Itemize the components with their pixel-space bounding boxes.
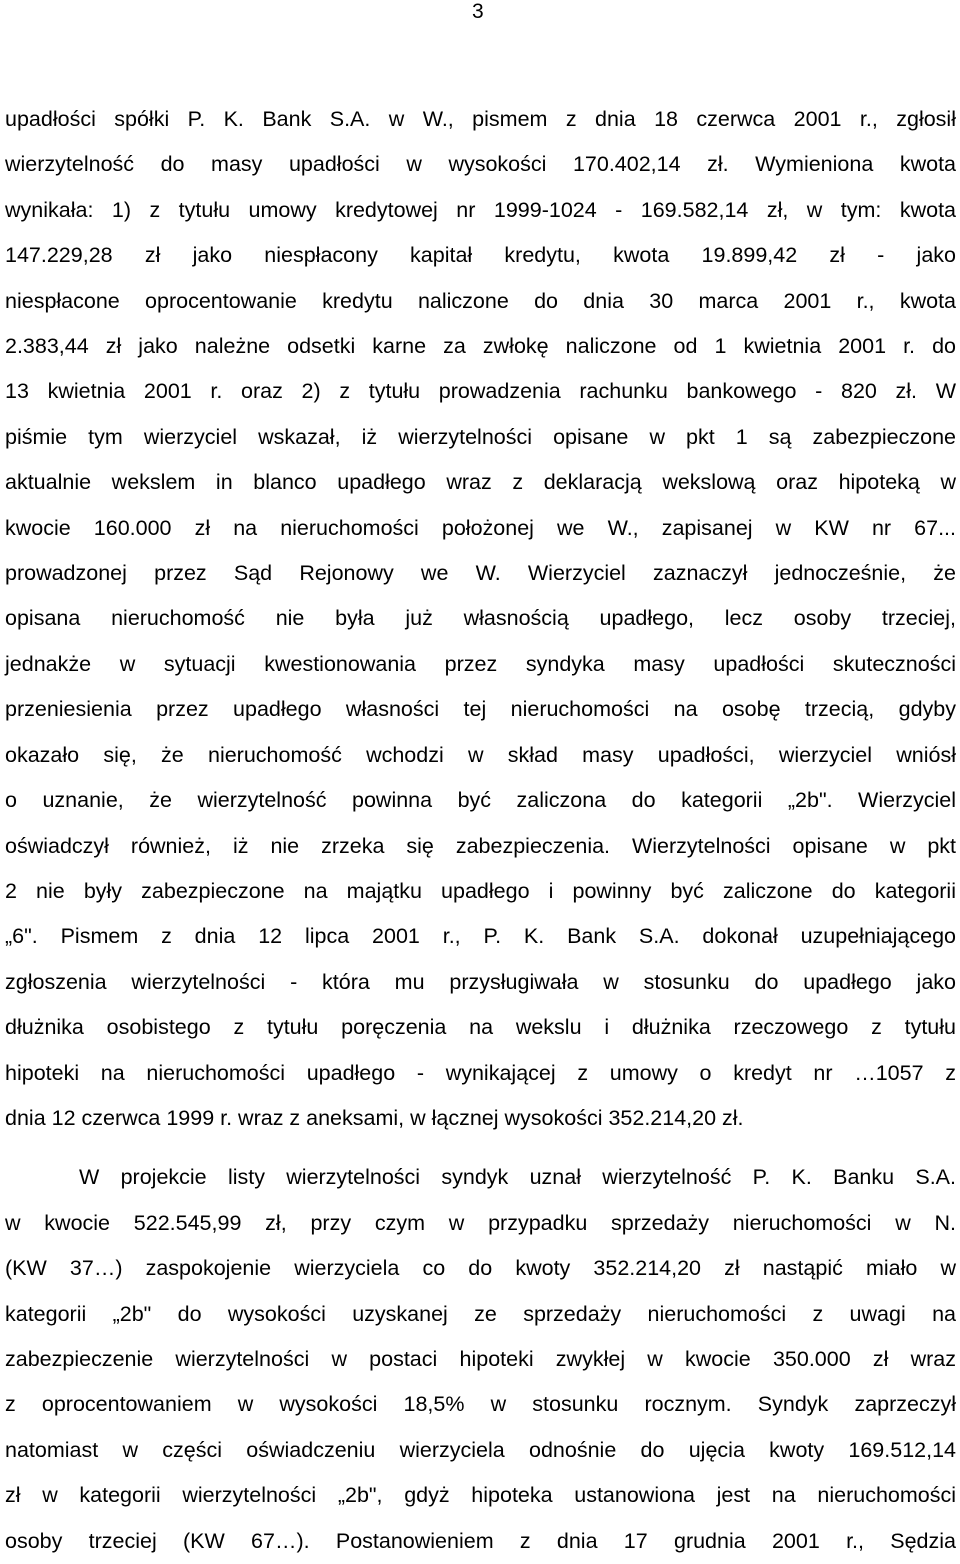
text-line: 13 kwietnia 2001 r. oraz 2) z tytułu prowadzenia rachunku bankowego - 820 zł. W <box>5 379 956 404</box>
text-line: natomiast w części oświadczeniu wierzyciela odnośnie do ujęcia kwoty 169.512,14 <box>5 1437 956 1462</box>
text-line: 2 nie były zabezpieczone na majątku upadłego i powinny być zaliczone do kategorii <box>5 878 956 903</box>
text-line: (KW 37…) zaspokojenie wierzyciela co do kwoty 352.214,20 zł nastąpić miało w <box>5 1256 956 1281</box>
text-line: kategorii „2b" do wysokości uzyskanej ze sprzedaży nieruchomości z uwagi na <box>5 1301 956 1326</box>
text-line: 147.229,28 zł jako niespłacony kapitał kredytu, kwota 19.899,42 zł - jako <box>5 243 956 268</box>
text-line: wierzytelność do masy upadłości w wysokości 170.402,14 zł. Wymieniona kwota <box>5 152 956 177</box>
text-line: zł w kategorii wierzytelności „2b", gdyż hipoteka ustanowiona jest na nieruchomości <box>5 1483 956 1508</box>
document-body <box>5 97 956 1564</box>
paragraph-1 <box>5 97 956 1141</box>
page-number: 3 <box>472 0 484 23</box>
text-line: aktualnie wekslem in blanco upadłego wraz z deklaracją wekslową oraz hipoteką w <box>5 470 956 495</box>
text-line: upadłości spółki P. K. Bank S.A. w W., pismem z dnia 18 czerwca 2001 r., zgłosił <box>5 107 956 131</box>
text-line: piśmie tym wierzyciel wskazał, iż wierzytelności opisane w pkt 1 są zabezpieczone <box>5 424 956 449</box>
text-line: opisana nieruchomość nie była już własnością upadłego, lecz osoby trzeciej, <box>5 606 956 631</box>
text-line: o uznanie, że wierzytelność powinna być zaliczona do kategorii „2b". Wierzyciel <box>5 788 956 813</box>
text-line: przeniesienia przez upadłego własności tej nieruchomości na osobę trzecią, gdyby <box>5 697 956 722</box>
text-line: okazało się, że nieruchomość wchodzi w skład masy upadłości, wierzyciel wniósł <box>5 742 956 767</box>
text-line: zabezpieczenie wierzytelności w postaci hipoteki zwykłej w kwocie 350.000 zł wraz <box>5 1346 956 1371</box>
text-line: niespłacone oprocentowanie kredytu naliczone do dnia 30 marca 2001 r., kwota <box>5 288 956 313</box>
paragraph-2 <box>5 1155 956 1564</box>
text-line: w kwocie 522.545,99 zł, przy czym w przypadku sprzedaży nieruchomości w N. <box>5 1210 956 1235</box>
text-line: zgłoszenia wierzytelności - która mu przysługiwała w stosunku do upadłego jako <box>5 969 956 994</box>
text-line: z oprocentowaniem w wysokości 18,5% w stosunku rocznym. Syndyk zaprzeczył <box>5 1392 956 1417</box>
text-line: wynikała: 1) z tytułu umowy kredytowej nr 1999-1024 - 169.582,14 zł, w tym: kwota <box>5 197 956 222</box>
text-line: hipoteki na nieruchomości upadłego - wynikającej z umowy o kredyt nr …1057 z <box>5 1060 956 1085</box>
text-line: jednakże w sytuacji kwestionowania przez syndyka masy upadłości skuteczności <box>5 651 956 676</box>
text-line: W projekcie listy wierzytelności syndyk uznał wierzytelność P. K. Banku S.A. <box>79 1165 956 1190</box>
text-line: prowadzonej przez Sąd Rejonowy we W. Wierzyciel zaznaczył jednocześnie, że <box>5 561 956 586</box>
text-line: dłużnika osobistego z tytułu poręczenia na wekslu i dłużnika rzeczowego z tytułu <box>5 1015 956 1040</box>
text-line: osoby trzeciej (KW 67…). Postanowieniem z dnia 17 grudnia 2001 r., Sędzia <box>5 1528 956 1553</box>
text-line: kwocie 160.000 zł na nieruchomości położonej we W., zapisanej w KW nr 67... <box>5 515 956 540</box>
text-line: dnia 12 czerwca 1999 r. wraz z aneksami, w łącznej wysokości 352.214,20 zł. <box>5 1105 744 1130</box>
text-line: „6". Pismem z dnia 12 lipca 2001 r., P. K. Bank S.A. dokonał uzupełniającego <box>5 924 956 949</box>
text-line: 2.383,44 zł jako należne odsetki karne za zwłokę naliczone od 1 kwietnia 2001 r. do <box>5 334 956 359</box>
text-line: oświadczył również, iż nie zrzeka się zabezpieczenia. Wierzytelności opisane w pkt <box>5 833 956 858</box>
